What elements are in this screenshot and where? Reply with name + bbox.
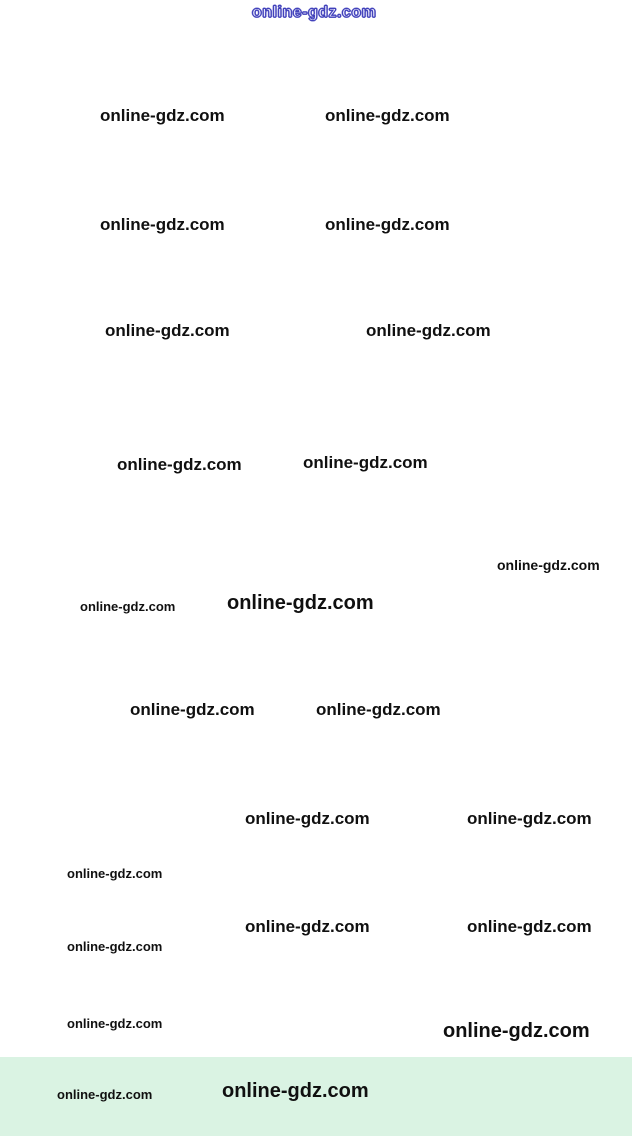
watermark: online-gdz.com <box>100 106 225 125</box>
watermark: online-gdz.com <box>105 321 230 340</box>
watermark: online-gdz.com <box>130 700 255 719</box>
watermark: online-gdz.com <box>222 1080 369 1102</box>
watermark: online-gdz.com <box>245 917 370 936</box>
watermark: online-gdz.com <box>80 599 176 614</box>
watermark: online-gdz.com <box>366 321 491 340</box>
watermark: online-gdz.com <box>303 453 428 472</box>
watermark: online-gdz.com <box>67 1016 163 1031</box>
watermark: online-gdz.com <box>67 939 163 954</box>
watermark: online-gdz.com <box>245 809 370 828</box>
watermark: online-gdz.com <box>467 809 592 828</box>
watermark: online-gdz.com <box>443 1020 590 1042</box>
watermark: online-gdz.com <box>497 557 600 573</box>
watermark: online-gdz.com <box>467 917 592 936</box>
watermark: online-gdz.com <box>227 592 374 614</box>
watermark: online-gdz.com <box>325 215 450 234</box>
watermark-top: online-gdz.com <box>252 4 377 21</box>
watermark: online-gdz.com <box>67 866 163 881</box>
watermark: online-gdz.com <box>316 700 441 719</box>
watermark: online-gdz.com <box>325 106 450 125</box>
watermark: online-gdz.com <box>117 455 242 474</box>
watermark: online-gdz.com <box>100 215 225 234</box>
watermark: online-gdz.com <box>57 1087 153 1102</box>
